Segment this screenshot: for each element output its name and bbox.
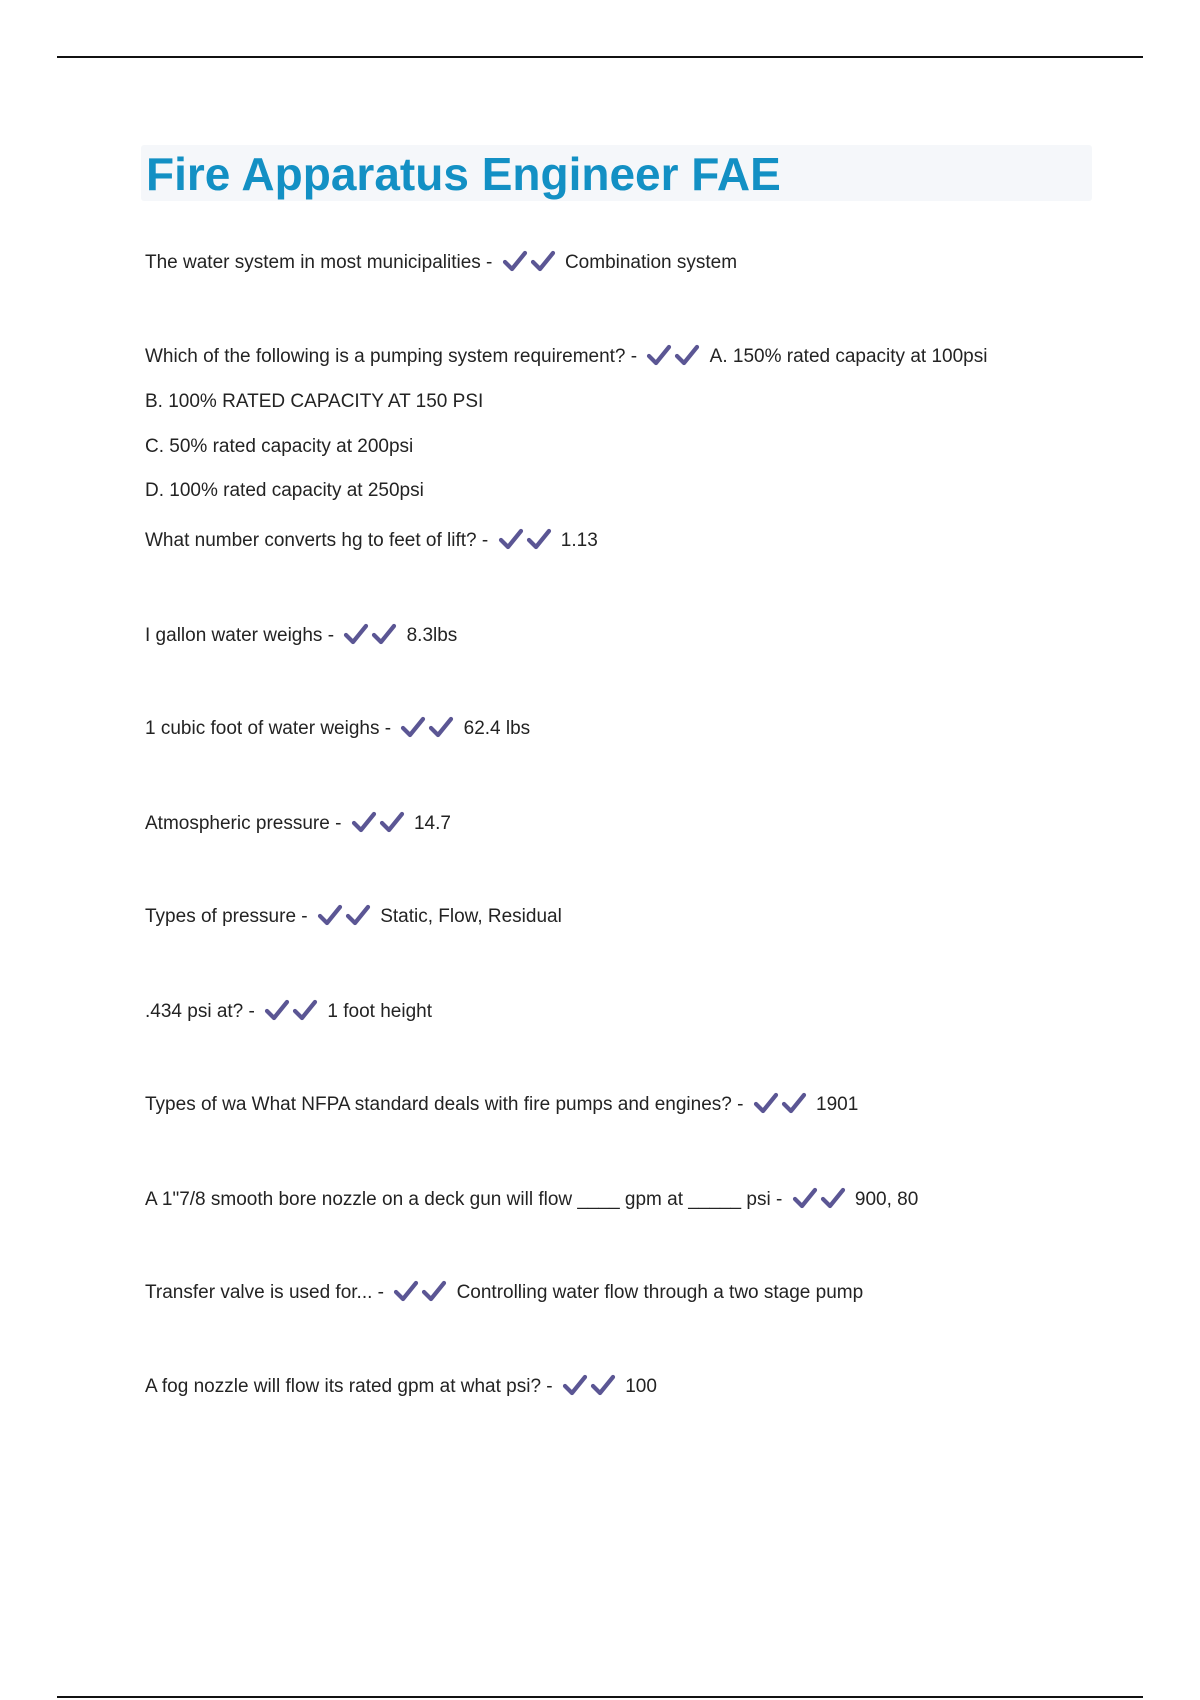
answer-text: 14.7	[413, 813, 451, 834]
answer-text: Static, Flow, Residual	[380, 906, 562, 927]
answer-text: 900, 80	[854, 1189, 919, 1210]
checkmark-icon	[753, 1092, 779, 1114]
answer-text: 1.13	[560, 530, 598, 551]
question-text: Transfer valve is used for... -	[145, 1282, 384, 1303]
checkmark-icon	[792, 1187, 818, 1209]
option-text: B. 100% RATED CAPACITY AT 150 PSI	[145, 391, 484, 412]
checkmark-icon	[428, 716, 454, 738]
checkmark-icon	[502, 250, 528, 272]
checkmark-icon	[526, 528, 552, 550]
qa-item	[145, 716, 530, 741]
checkmark-icon	[781, 1092, 807, 1114]
answer-text: 1901	[816, 1094, 859, 1115]
question-text: A 1"7/8 smooth bore nozzle on a deck gun will flow ____ gpm at _____ psi -	[145, 1189, 783, 1210]
checkmark-icon	[820, 1187, 846, 1209]
qa-item	[145, 1374, 657, 1399]
question-text: Atmospheric pressure -	[145, 813, 342, 834]
question-text: 1 cubic foot of water weighs -	[145, 718, 392, 739]
answer-text: 100	[625, 1376, 657, 1397]
qa-item	[145, 1092, 858, 1117]
question-text: .434 psi at? -	[145, 1001, 255, 1022]
question-text: A fog nozzle will flow its rated gpm at what psi? -	[145, 1376, 553, 1397]
qa-item	[145, 344, 987, 369]
question-text: What number converts hg to feet of lift? -	[145, 530, 489, 551]
checkmark-icon	[590, 1374, 616, 1396]
question-text: The water system in most municipalities -	[145, 252, 493, 273]
document-title: Fire Apparatus Engineer FAE	[146, 148, 781, 200]
checkmark-icon	[674, 344, 700, 366]
checkmark-icon	[292, 999, 318, 1021]
checkmark-icon	[264, 999, 290, 1021]
qa-item	[145, 999, 432, 1024]
answer-text: 8.3lbs	[406, 625, 458, 646]
bottom-rule	[57, 1696, 1143, 1698]
answer-text: A. 150% rated capacity at 100psi	[709, 346, 988, 367]
qa-item	[145, 811, 451, 836]
qa-item	[145, 1280, 863, 1305]
qa-item	[145, 623, 457, 648]
checkmark-icon	[646, 344, 672, 366]
checkmark-icon	[351, 811, 377, 833]
answer-text: 1 foot height	[327, 1001, 432, 1022]
checkmark-icon	[393, 1280, 419, 1302]
option-text: C. 50% rated capacity at 200psi	[145, 436, 414, 457]
question-text: Types of wa What NFPA standard deals with fire pumps and engines? -	[145, 1094, 744, 1115]
question-text: Which of the following is a pumping system requirement? -	[145, 346, 638, 367]
checkmark-icon	[400, 716, 426, 738]
checkmark-icon	[371, 623, 397, 645]
qa-item	[145, 904, 562, 929]
checkmark-icon	[498, 528, 524, 550]
question-text: I gallon water weighs -	[145, 625, 335, 646]
checkmark-icon	[530, 250, 556, 272]
option-text: D. 100% rated capacity at 250psi	[145, 480, 424, 501]
qa-item	[145, 250, 737, 275]
checkmark-icon	[562, 1374, 588, 1396]
qa-item	[145, 1187, 918, 1212]
checkmark-icon	[379, 811, 405, 833]
checkmark-icon	[345, 904, 371, 926]
answer-text: 62.4 lbs	[463, 718, 531, 739]
answer-text: Combination system	[564, 252, 738, 273]
checkmark-icon	[317, 904, 343, 926]
checkmark-icon	[421, 1280, 447, 1302]
question-text: Types of pressure -	[145, 906, 308, 927]
qa-item	[145, 528, 598, 553]
checkmark-icon	[343, 623, 369, 645]
top-rule	[57, 56, 1143, 58]
answer-text: Controlling water flow through a two stage pump	[456, 1282, 864, 1303]
